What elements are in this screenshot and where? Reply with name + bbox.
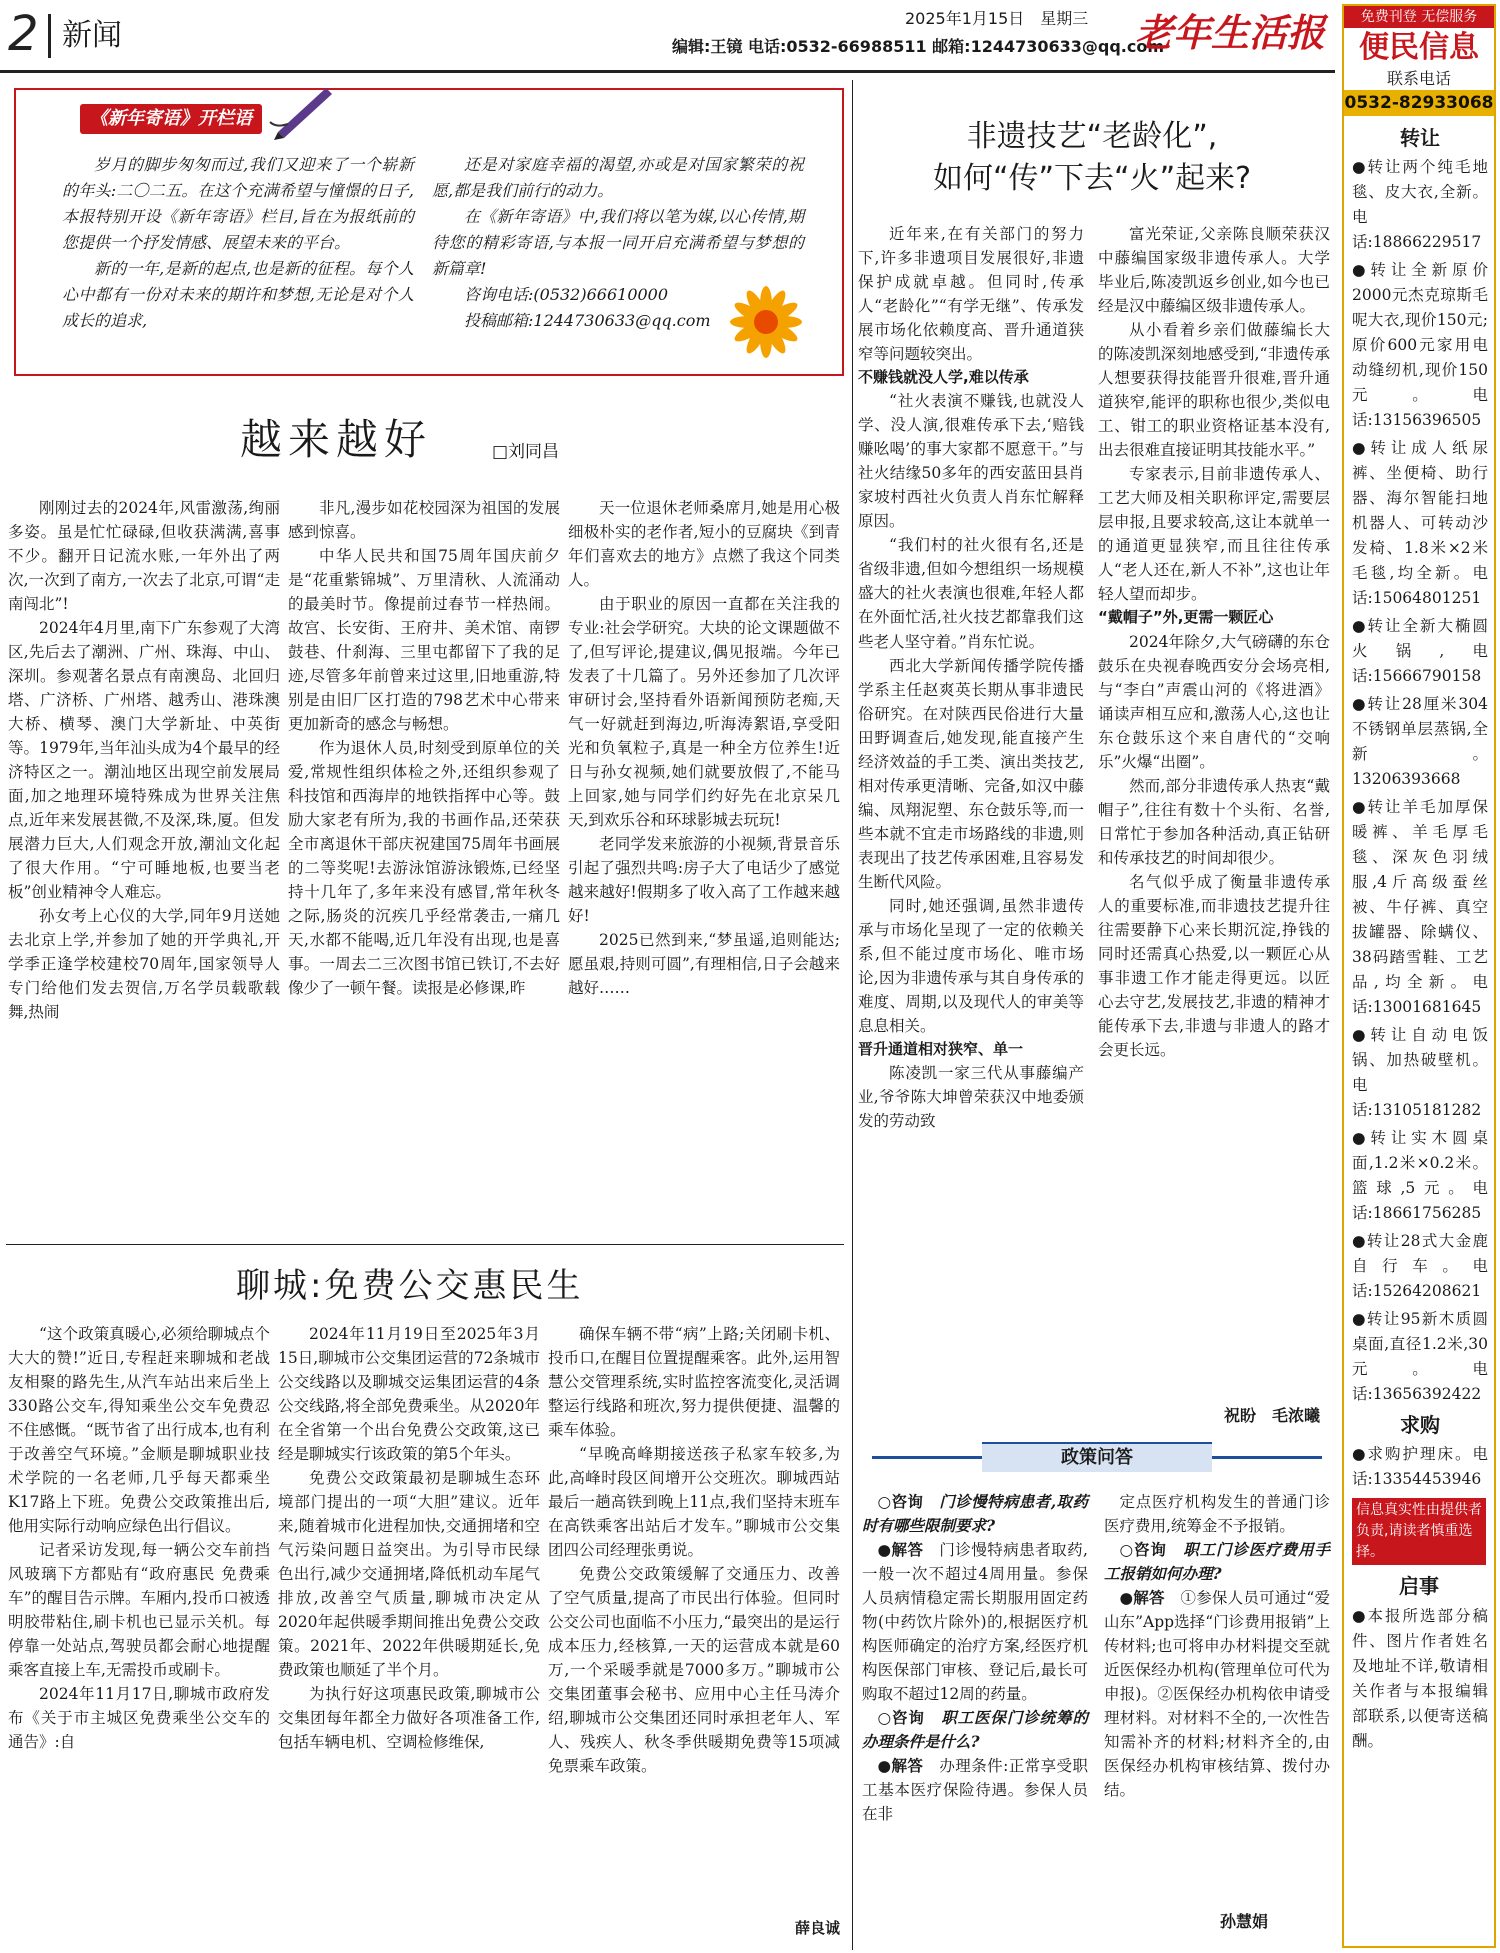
policy-question [862, 1490, 1088, 1538]
article-paragraph: 中华人民共和国75周年国庆前夕是“花重紫锦城”、万里清秋、人流涌动的最美时节。像提前过春节一样热闹。故宫、长安街、王府井、美术馆、南锣鼓巷、什刹海、三里屯都留下了我的足迹,尽管多年前曾来过这里,旧地重游,特别是由旧厂区打造的798艺术中心带来更加新奇的感念与畅想。 [288, 547, 560, 734]
article-paragraph: 西北大学新闻传播学院传播学系主任赵爽英长期从事非遗民俗研究。在对陕西民俗进行大量田野调查后,她发现,能直接产生经济效益的手工类、演出类技艺,相对传承更清晰、完备,如汉中藤编、凤翔泥塑、东仓鼓乐等,而一些本就不宜走市场路线的非遗,则表现出了技艺传承困难,且容易发生断代风险。 [858, 656, 1084, 891]
article-title: 聊城:免费公交惠民生 [236, 1266, 584, 1306]
issue-date: 2025年1月15日 星期三 [905, 9, 1089, 28]
header-separator [48, 14, 51, 58]
page-header [0, 0, 1335, 74]
sidebar-notice: 信息真实性由提供者负责,请读者慎重选择。 [1352, 1498, 1486, 1565]
article-paragraph: 名气似乎成了衡量非遗传承人的重要标准,而非遗技艺提升往往需要静下心来长期沉淀,挣钱的同时还需真心热爱,以一颗匠心从事非遗工作才能走得更远。以匠心去守艺,发展技艺,非遗的精神才能传承下去,非遗与非遗人的路才会更长远。 [1098, 872, 1330, 1059]
editorial-paragraph: 还是对家庭幸福的渴望,亦或是对国家繁荣的祝愿,都是我们前行的动力。 [432, 155, 804, 200]
article-paragraph: “这个政策真暖心,必须给聊城点个大大的赞!”近日,专程赶来聊城和老战友相聚的路先生,从汽车站出来后坐上330路公交车,得知乘坐公交车免费忍不住感慨。“既节省了出行成本,也有利于改善空气环境。”金顺是聊城职业技术学院的一名老师,几乎每天都乘坐K17路上下班。免费公交政策推出后,他用实际行动响应绿色出行倡议。 [8, 1325, 270, 1536]
article2-col-1 [8, 1322, 270, 1754]
article1-col-1 [8, 496, 280, 1024]
policy-col-1 [862, 1490, 1088, 1826]
article-paragraph: 确保车辆不带“病”上路;关闭刷卡机、投币口,在醒目位置提醒乘客。此外,运用智慧公交管理系统,实时监控客流变化,灵活调整运行线路和班次,努力提供便捷、温馨的乘车体验。 [548, 1325, 840, 1440]
sidebar-listing-item: ●转让95新木质圆桌面,直径1.2米,30元。电话:13656392422 [1352, 1310, 1488, 1403]
sidebar-listing-item: ●转让28式大金鹿自行车。电话:15264208621 [1352, 1232, 1488, 1300]
article-paragraph: 陈凌凯一家三代从事藤编产业,爷爷陈大坤曾荣获汉中地委颁发的劳动致 [858, 1064, 1084, 1131]
policy-answer [862, 1754, 1088, 1826]
policy-text: 定点医疗机构发生的普通门诊医疗费用,统筹金不予报销。 [1104, 1493, 1330, 1536]
sidebar-listing-item: ●转让两个纯毛地毯、皮大衣,全新。电话:18866229517 [1352, 158, 1488, 251]
article-byline: 薛良诚 [794, 1919, 840, 1937]
title-line: 如何“传”下去“火”起来? [932, 161, 1252, 196]
title-line: 非遗技艺“老龄化”, [966, 119, 1218, 154]
article-title [862, 116, 1322, 200]
sidebar-listing-item: ●转让成人纸尿裤、坐便椅、助行器、海尔智能扫地机器人、可转动沙发椅、1.8米×2米毛毯,均全新。电话:15064801251 [1352, 439, 1488, 607]
policy-question [1104, 1538, 1330, 1586]
question-tag: ○咨询 [877, 1709, 925, 1728]
article3-col-1 [858, 222, 1084, 1133]
editorial-email: 投稿邮箱:1244730633@qq.com [464, 311, 711, 330]
editorial-label: 《新年寄语》开栏语 [80, 104, 262, 134]
article-paragraph: 专家表示,目前非遗传承人、工艺大师及相关职称评定,需要层层申报,且要求较高,这让本就单一的通道更显狭窄,而且往往传承人“老人还在,新人不补”,这也让年轻人望而却步。 [1098, 465, 1330, 604]
sidebar-listing-item: ●转让全新原价2000元杰克琼斯毛呢大衣,现价150元;原价600元家用电动缝纫机,现价150元。电话:13156396505 [1352, 261, 1488, 429]
sunflower-icon [706, 282, 824, 370]
policy-text: 职工门诊医疗费用手工报销如何办理? [1104, 1540, 1330, 1584]
policy-text: 门诊慢特病患者,取药时有哪些限制要求? [862, 1492, 1088, 1536]
article-paragraph: “早晚高峰期接送孩子私家车较多,为此,高峰时段区间增开公交班次。聊城西站最后一趟高铁到晚上11点,我们坚持末班车在高铁乘客出站后才发车。”聊城市公交集团四公司经理张勇说。 [548, 1445, 840, 1560]
answer-tag: ●解答 [877, 1541, 924, 1560]
sidebar-listing-item: ●转让羊毛加厚保暖裤、羊毛厚毛毯、深灰色羽绒服,4斤高级蚕丝被、牛仔裤、真空拔罐器、除螨仪、38码踏雪鞋、工艺品,均全新。电话:13001681645 [1352, 798, 1488, 1016]
editorial-phone: 咨询电话:(0532)66610000 [464, 285, 669, 304]
article-paragraph: 近年来,在有关部门的努力下,许多非遗项目发展很好,非遗保护成就卓越。但同时,传承人“老龄化”“有学无继”、传承发展市场化依赖度高、晋升通道狭窄等问题较突出。 [858, 225, 1084, 364]
sidebar-qishi-text: ●本报所选部分稿件、图片作者姓名及地址不详,敬请相关作者与本报编辑部联系,以便寄送稿酬。 [1352, 1607, 1488, 1750]
article1-col-3 [568, 496, 840, 1000]
policy-byline: 孙慧娟 [1220, 1912, 1269, 1931]
sidebar-top-tag: 免费刊登 无偿服务 [1344, 6, 1494, 28]
article-paragraph: 2024年11月19日至2025年3月15日,聊城市公交集团运营的72条城市公交线路以及聊城交运集团运营的4条公交线路,将全部免费乘坐。从2020年在全省第一个出台免费公交政策,这已经是聊城实行该政策的第5个年头。 [278, 1325, 540, 1464]
article-paragraph: 富光荣证,父亲陈良顺荣获汉中藤编国家级非遗传承人。大学毕业后,陈凌凯返乡创业,如今也已经是汉中藤编区级非遗传承人。 [1098, 225, 1330, 316]
sidebar-contact-label: 联系电话 [1386, 69, 1451, 88]
policy-text: 门诊慢特病患者取药,一般一次不超过4周用量。参保人员病情稳定需长期服用固定药物(中药饮片除外)的,根据医疗机构医师确定的治疗方案,经医疗机构医保部门审核、登记后,最长可购取不超过12周的药量。 [862, 1541, 1088, 1704]
policy-answer [862, 1538, 1088, 1706]
policy-banner [862, 1436, 1332, 1480]
article-title: 越来越好 [240, 415, 433, 464]
policy-text: 办理条件:正常享受职工基本医疗保险待遇。参保人员在非 [862, 1757, 1088, 1824]
article-paragraph: 2024年除夕,大气磅礴的东仓鼓乐在央视春晚西安分会场亮相,与“李白”声震山河的《将进酒》诵读声相互应和,激荡人心,这也让东仓鼓乐这个来自唐代的“交响乐”火爆“出圈”。 [1098, 632, 1330, 771]
sidebar-listing-item: ●转让自动电饭锅、加热破壁机。电话:13105181282 [1352, 1026, 1488, 1119]
policy-title: 政策问答 [1061, 1447, 1133, 1468]
editor-line: 编辑:王镜 电话:0532-66988511 邮箱:1244730633@qq.com [672, 37, 1165, 56]
editorial-paragraph: 新的一年,是新的起点,也是新的征程。每个人心中都有一份对未来的期许和梦想,无论是对个人成长的追求, [62, 259, 414, 330]
sidebar-heading: 转让 [1400, 126, 1440, 150]
editorial-paragraph: 岁月的脚步匆匆而过,我们又迎来了一个崭新的年头:二〇二五。在这个充满希望与憧憬的日子,本报特别开设《新年寄语》栏目,旨在为报纸前的您提供一个抒发情感、展望未来的平台。 [62, 155, 414, 252]
article-paragraph: “社火表演不赚钱,也就没人学、没人演,很难传承下去,‘赔钱赚吆喝’的事大家都不愿意干。”与社火结缘50多年的西安蓝田县肖家坡村西社火负责人肖东忙解释原因。 [858, 392, 1084, 531]
policy-question [862, 1706, 1088, 1754]
sidebar-listings [1344, 116, 1494, 1492]
article-paragraph: 记者采访发现,每一辆公交车前挡风玻璃下方都贴有“政府惠民 免费乘车”的醒目告示牌。车厢内,投币口被透明胶带粘住,刷卡机也已显示关机。每停靠一处站点,驾驶员都会耐心地提醒乘客直接上车,无需投币或刷卡。 [8, 1541, 270, 1680]
article-paragraph: 然而,部分非遗传承人热衷“戴帽子”,往往有数十个头衔、名誉,日常忙于参加各种活动,真正钻研和传承技艺的时间却很少。 [1098, 776, 1330, 867]
sidebar-listing-item: ●转让实木圆桌面,1.2米×0.2米。篮球,5元。电话:18661756285 [1352, 1129, 1488, 1222]
policy-answer [1104, 1490, 1330, 1538]
sidebar-title: 便民信息 [1359, 30, 1479, 65]
article-paragraph: 2024年4月里,南下广东参观了大湾区,先后去了潮洲、广州、珠海、中山、深圳。参观著名景点有南澳岛、北回归塔、广济桥、广州塔、越秀山、港珠澳大桥、横琴、澳门大学新址、中英街等。1979年,当年汕头成为4个最早的经济特区之一。潮汕地区出现空前发展局面,加之地理环境特殊成为世界关注焦点,近年来发展甚微,不及深,珠,厦。但发展潜力巨大,人们观念开放,潮汕文化起了很大作用。“宁可睡地板,也要当老板”创业精神令人难忘。 [8, 619, 280, 902]
editorial-paragraph: 在《新年寄语》中,我们将以笔为媒,以心传情,期待您的精彩寄语,与本报一同开启充满希望与梦想的新篇章! [432, 207, 804, 278]
column-divider [852, 80, 853, 1950]
sidebar-listing-item: ●求购护理床。电话:13354453946 [1352, 1445, 1488, 1488]
article-paragraph: “我们村的社火很有名,还是省级非遗,但如今想组织一场规模盛大的社火表演也很难,年轻人都在外面忙活,社火技艺都靠我们这些老人坚守着。”肖东忙说。 [858, 536, 1084, 651]
policy-text: ①参保人员可通过“爱山东”App选择“门诊费用报销”上传材料;也可将申办材料提交至就近医保经办机构(管理单位可代为申报)。②医保经办机构依申请受理材料。对材料不全的,一次性告知需补齐的材料;材料齐全的,由医保经办机构审核结算、拨付办结。 [1104, 1589, 1330, 1800]
divider [6, 1244, 844, 1245]
article-paragraph: 免费公交政策缓解了交通压力、改善了空气质量,提高了市民出行体验。但同时公交公司也面临不小压力,“最突出的是运行成本压力,经核算,一天的运营成本就是60万,一个采暖季就是7000多万。”聊城市公交集团董事会秘书、应用中心主任马涛介绍,聊城市公交集团还同时承担老年人、军人、残疾人、秋冬季供暖期免费等15项减免票乘车政策。 [548, 1565, 840, 1776]
article3-col-2 [1098, 222, 1330, 1062]
header-rule [0, 70, 1335, 73]
article2-col-3 [548, 1322, 840, 1778]
policy-col-2 [1104, 1490, 1330, 1802]
article-paragraph: 孙女考上心仪的大学,同年9月送她去北京上学,并参加了她的开学典礼,开学季正逢学校建校70周年,国家领导人专门给他们发去贺信,万名学员载歌载舞,热闹 [8, 907, 280, 1022]
page-number: 2 [8, 6, 39, 62]
editorial-col-1 [62, 152, 414, 334]
sidebar [1342, 4, 1496, 1948]
answer-tag: ●解答 [877, 1757, 924, 1776]
article-paragraph: 2024年11月17日,聊城市政府发布《关于市主城区免费乘坐公交车的通告》:自 [8, 1685, 270, 1752]
section-name: 新闻 [62, 18, 122, 53]
sidebar-heading: 求购 [1400, 1413, 1440, 1437]
policy-answer [1104, 1586, 1330, 1802]
article-paragraph: 刚刚过去的2024年,风雷激荡,绚丽多姿。虽是忙忙碌碌,但收获满满,喜事不少。翻开日记流水账,一年外出了两次,一次到了南方,一次去了北京,可谓“走南闯北”! [8, 499, 280, 614]
article2-col-2 [278, 1322, 540, 1754]
paper-logo: 老年生活报 [1135, 10, 1326, 55]
answer-tag: ●解答 [1119, 1589, 1165, 1608]
article-paragraph: 2025已然到来,“梦虽遥,追则能达;愿虽艰,持则可圆”,有理相信,日子会越来越好…… [568, 931, 840, 998]
article-paragraph: 天一位退休老师桑席月,她是用心极细极朴实的老作者,短小的豆腐块《到青年们喜欢去的地方》点燃了我这个同类人。 [568, 499, 840, 590]
article1-col-2 [288, 496, 560, 1000]
sidebar-contact-phone: 0532-82933068 [1344, 90, 1494, 116]
subheading: 晋升通道相对狭窄、单一 [858, 1039, 1024, 1058]
article-paragraph: 同时,她还强调,虽然非遗传承与市场化呈现了一定的依赖关系,但不能过度市场化、唯市场论,因为非遗传承与其自身传承的难度、周期,以及现代人的审美等息息相关。 [858, 896, 1084, 1035]
sidebar-heading-qishi: 启事 [1399, 1574, 1439, 1598]
policy-text: 职工医保门诊统筹的办理条件是什么? [862, 1708, 1088, 1752]
article-byline: 祝盼 毛浓曦 [1223, 1406, 1320, 1425]
article-paragraph: 作为退休人员,时刻受到原单位的关爱,常规性组织体检之外,还组织参观了科技馆和西海岸的地铁指挥中心等。鼓励大家老有所为,我的书画作品,还荣获全市离退休干部庆祝建国75周年书画展的二等奖呢!去游泳馆游泳锻炼,已经坚持十几年了,多年来没有感冒,常年秋冬之际,肠炎的沉疾几乎经常袭击,一痛几天,水都不能喝,近几年没有出现,也是喜事。一周去二三次图书馆已铁订,不去好像少了一顿午餐。读报是必修课,昨 [288, 739, 560, 998]
sidebar-listing-item: ●转让28厘米304不锈钢单层蒸锅,全新。13206393668 [1352, 695, 1488, 788]
pen-icon [268, 80, 338, 140]
subheading: 不赚钱就没人学,难以传承 [858, 368, 1029, 387]
article-paragraph: 为执行好这项惠民政策,聊城市公交集团每年都全力做好各项准备工作,包括车辆电机、空调检修维保, [278, 1685, 540, 1752]
article-paragraph: 非凡,漫步如花校园深为祖国的发展感到惊喜。 [288, 499, 560, 542]
question-tag: ○咨询 [1119, 1541, 1167, 1560]
article-paragraph: 从小看着乡亲们做藤编长大的陈凌凯深刻地感受到,“非遗传承人想要获得技能晋升很难,晋升通道狭窄,能评的职称也很少,类似电工、钳工的职业资格证基本没有,出去很难直接证明其技能水平。” [1098, 321, 1330, 460]
article-byline: □刘同昌 [492, 442, 560, 462]
article-paragraph: 免费公交政策最初是聊城生态环境部门提出的一项“大胆”建议。近年来,随着城市化进程加快,交通拥堵和空气污染问题日益突出。为引导市民绿色出行,减少交通拥堵,降低机动车尾气排放,改善空气质量,聊城市决定从2020年起供暖季期间推出免费公交政策。2021年、2022年供暖期延长,免费政策也顺延了半个月。 [278, 1469, 540, 1680]
article-paragraph: 由于职业的原因一直都在关注我的专业:社会学研究。大块的论文课题做不了,但写评论,提建议,偶见报端。今年已发表了十几篇了。另外还参加了几次评审研讨会,坚持看外语新闻预防老痴,天气一好就赶到海边,听海涛絮语,享受阳光和负氧粒子,真是一种全方位养生!近日与孙女视频,她们就要放假了,不能马上回家,她与同学们约好先在北京呆几天,到欢乐谷和环球影城去玩玩! [568, 595, 840, 830]
subheading: “戴帽子”外,更需一颗匠心 [1098, 608, 1274, 627]
article-paragraph: 老同学发来旅游的小视频,背景音乐引起了强烈共鸣:房子大了电话少了感觉越来越好!假期多了收入高了工作越来越好! [568, 835, 840, 926]
question-tag: ○咨询 [877, 1493, 924, 1511]
sidebar-listing-item: ●转让全新大椭圆火锅,电话:15666790158 [1352, 617, 1488, 685]
